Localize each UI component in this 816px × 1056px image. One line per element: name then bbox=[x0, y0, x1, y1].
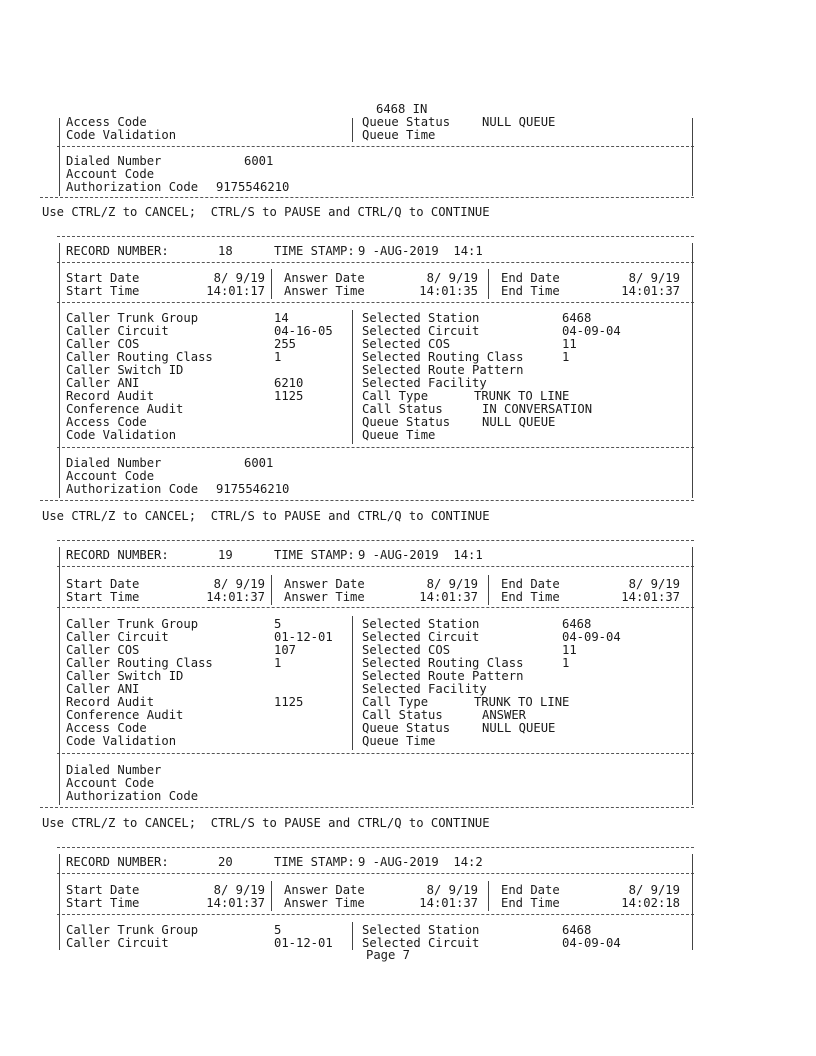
field-label: Account Code bbox=[66, 469, 155, 483]
field-label: Dialed Number bbox=[66, 763, 162, 777]
field-value: 8/ 9/19 bbox=[213, 577, 265, 591]
field-label: Queue Time bbox=[362, 734, 436, 748]
record-number-label: RECORD NUMBER: bbox=[66, 244, 169, 258]
column-separator bbox=[352, 310, 353, 444]
queued-station-value: 6468 IN bbox=[376, 102, 428, 116]
field-label: Caller Circuit bbox=[66, 936, 169, 950]
field-label: Selected Route Pattern bbox=[362, 363, 524, 377]
record-number-value: 18 bbox=[218, 244, 233, 258]
record-number-value: 20 bbox=[218, 855, 233, 869]
cancel-notice: Use CTRL/Z to CANCEL; CTRL/S to PAUSE and CTRL/Q to CONTINUE bbox=[42, 205, 490, 219]
field-label: Code Validation bbox=[66, 734, 177, 748]
field-value: 5 bbox=[274, 923, 282, 937]
field-label: Answer Time bbox=[284, 284, 365, 298]
box-border-left bbox=[59, 854, 60, 950]
field-label: Answer Time bbox=[284, 896, 365, 910]
field-label: Queue Time bbox=[362, 428, 436, 442]
field-label: Conference Audit bbox=[66, 708, 184, 722]
field-value: 1125 bbox=[274, 389, 304, 403]
field-label: End Date bbox=[501, 577, 560, 591]
field-value: 14:01:37 bbox=[621, 284, 680, 298]
field-value: 107 bbox=[274, 643, 297, 657]
field-value: 04-09-04 bbox=[562, 630, 621, 644]
field-label: Selected Circuit bbox=[362, 630, 480, 644]
column-separator bbox=[352, 118, 353, 142]
field-value: 9175546210 bbox=[216, 482, 290, 496]
field-label: Start Date bbox=[66, 883, 140, 897]
divider bbox=[57, 146, 694, 147]
field-label: Authorization Code bbox=[66, 789, 199, 803]
field-label: End Time bbox=[501, 590, 560, 604]
time-stamp-label: TIME STAMP: bbox=[274, 548, 355, 562]
field-label: Answer Time bbox=[284, 590, 365, 604]
field-value: 11 bbox=[562, 337, 577, 351]
time-stamp-value: 9 -AUG-2019 14:1 bbox=[358, 548, 483, 562]
record-number-label: RECORD NUMBER: bbox=[66, 855, 169, 869]
divider bbox=[57, 873, 694, 874]
field-label: Caller Circuit bbox=[66, 324, 169, 338]
field-value: 6468 bbox=[562, 311, 592, 325]
field-label: Start Time bbox=[66, 590, 140, 604]
field-value: 9175546210 bbox=[216, 180, 290, 194]
field-value: 6001 bbox=[244, 154, 274, 168]
field-label: Caller COS bbox=[66, 337, 140, 351]
field-label: Caller ANI bbox=[66, 682, 140, 696]
field-value: 14:01:17 bbox=[206, 284, 265, 298]
divider bbox=[57, 847, 694, 848]
field-label: Call Status bbox=[362, 402, 443, 416]
field-value: NULL QUEUE bbox=[482, 415, 556, 429]
column-separator bbox=[488, 881, 489, 911]
field-label: Conference Audit bbox=[66, 402, 184, 416]
field-value: 14:01:37 bbox=[419, 590, 478, 604]
field-value: 8/ 9/19 bbox=[628, 271, 680, 285]
field-value: 14 bbox=[274, 311, 289, 325]
field-label: Start Date bbox=[66, 577, 140, 591]
field-value: 8/ 9/19 bbox=[628, 577, 680, 591]
divider bbox=[57, 262, 694, 263]
field-label: Selected Station bbox=[362, 617, 480, 631]
box-border-right bbox=[692, 243, 693, 498]
field-value: 1 bbox=[562, 350, 570, 364]
field-label: Caller COS bbox=[66, 643, 140, 657]
field-value: 8/ 9/19 bbox=[426, 883, 478, 897]
box-border-left bbox=[59, 243, 60, 498]
divider bbox=[57, 753, 694, 754]
record-number-value: 19 bbox=[218, 548, 233, 562]
field-value: 5 bbox=[274, 617, 282, 631]
field-label: Selected Station bbox=[362, 923, 480, 937]
column-separator bbox=[352, 616, 353, 750]
field-label: Caller Switch ID bbox=[66, 669, 184, 683]
field-value: 1125 bbox=[274, 695, 304, 709]
time-stamp-value: 9 -AUG-2019 14:1 bbox=[358, 244, 483, 258]
field-label: Selected Circuit bbox=[362, 936, 480, 950]
field-value: 14:01:35 bbox=[419, 284, 478, 298]
field-value: 14:01:37 bbox=[206, 590, 265, 604]
field-value: 01-12-01 bbox=[274, 630, 333, 644]
field-value: 255 bbox=[274, 337, 297, 351]
field-label: Authorization Code bbox=[66, 180, 199, 194]
divider bbox=[57, 540, 694, 541]
record-number-label: RECORD NUMBER: bbox=[66, 548, 169, 562]
field-label: Access Code bbox=[66, 721, 147, 735]
divider bbox=[40, 197, 694, 198]
divider bbox=[40, 807, 694, 808]
box-border-right bbox=[692, 118, 693, 196]
field-value: 04-16-05 bbox=[274, 324, 333, 338]
field-label: Caller Circuit bbox=[66, 630, 169, 644]
field-label: Caller Trunk Group bbox=[66, 923, 199, 937]
field-value: 6468 bbox=[562, 617, 592, 631]
box-border-right bbox=[692, 854, 693, 950]
field-label: Caller Routing Class bbox=[66, 350, 213, 364]
divider bbox=[57, 914, 694, 915]
field-label: Queue Status bbox=[362, 415, 451, 429]
field-label: Account Code bbox=[66, 776, 155, 790]
box-border-left bbox=[59, 118, 60, 196]
field-value: 6001 bbox=[244, 456, 274, 470]
field-label: Selected Facility bbox=[362, 682, 487, 696]
field-label: Selected Routing Class bbox=[362, 656, 524, 670]
field-label: Dialed Number bbox=[66, 456, 162, 470]
field-value: 1 bbox=[274, 350, 282, 364]
field-value: 11 bbox=[562, 643, 577, 657]
field-value: 8/ 9/19 bbox=[213, 883, 265, 897]
field-label: Code Validation bbox=[66, 128, 177, 142]
divider bbox=[57, 447, 694, 448]
time-stamp-label: TIME STAMP: bbox=[274, 244, 355, 258]
field-value: 14:01:37 bbox=[621, 590, 680, 604]
box-border-left bbox=[59, 547, 60, 805]
field-label: End Time bbox=[501, 896, 560, 910]
field-value: 1 bbox=[274, 656, 282, 670]
field-value: NULL QUEUE bbox=[482, 721, 556, 735]
field-value: 14:02:18 bbox=[621, 896, 680, 910]
field-label: Caller Trunk Group bbox=[66, 617, 199, 631]
field-label: Queue Status bbox=[362, 115, 451, 129]
cancel-notice: Use CTRL/Z to CANCEL; CTRL/S to PAUSE and CTRL/Q to CONTINUE bbox=[42, 816, 490, 830]
divider bbox=[57, 607, 694, 608]
cancel-notice: Use CTRL/Z to CANCEL; CTRL/S to PAUSE and CTRL/Q to CONTINUE bbox=[42, 509, 490, 523]
column-separator bbox=[352, 922, 353, 950]
field-label: Call Type bbox=[362, 695, 429, 709]
field-label: Selected Station bbox=[362, 311, 480, 325]
divider bbox=[57, 236, 694, 237]
field-label: Answer Date bbox=[284, 883, 365, 897]
field-value: 14:01:37 bbox=[206, 896, 265, 910]
field-label: Selected COS bbox=[362, 337, 451, 351]
field-value: 14:01:37 bbox=[419, 896, 478, 910]
field-value: 8/ 9/19 bbox=[628, 883, 680, 897]
column-separator bbox=[271, 881, 272, 911]
field-label: Access Code bbox=[66, 115, 147, 129]
field-label: Selected COS bbox=[362, 643, 451, 657]
field-value: 8/ 9/19 bbox=[426, 577, 478, 591]
field-label: Caller Routing Class bbox=[66, 656, 213, 670]
field-label: Caller Trunk Group bbox=[66, 311, 199, 325]
field-value: 04-09-04 bbox=[562, 936, 621, 950]
field-label: End Time bbox=[501, 284, 560, 298]
field-label: Queue Status bbox=[362, 721, 451, 735]
field-label: Answer Date bbox=[284, 271, 365, 285]
field-value: 1 bbox=[562, 656, 570, 670]
column-separator bbox=[271, 575, 272, 605]
field-label: End Date bbox=[501, 271, 560, 285]
field-label: Caller Switch ID bbox=[66, 363, 184, 377]
field-label: Call Type bbox=[362, 389, 429, 403]
field-label: End Date bbox=[501, 883, 560, 897]
field-label: Selected Facility bbox=[362, 376, 487, 390]
field-value: IN CONVERSATION bbox=[482, 402, 593, 416]
box-border-right bbox=[692, 547, 693, 805]
page-number: Page 7 bbox=[366, 948, 411, 962]
field-value: 01-12-01 bbox=[274, 936, 333, 950]
field-value: TRUNK TO LINE bbox=[474, 389, 570, 403]
field-value: ANSWER bbox=[482, 708, 527, 722]
field-label: Dialed Number bbox=[66, 154, 162, 168]
field-value: NULL QUEUE bbox=[482, 115, 556, 129]
field-label: Record Audit bbox=[66, 389, 155, 403]
field-label: Selected Circuit bbox=[362, 324, 480, 338]
column-separator bbox=[488, 269, 489, 299]
field-label: Answer Date bbox=[284, 577, 365, 591]
field-label: Queue Time bbox=[362, 128, 436, 142]
field-label: Authorization Code bbox=[66, 482, 199, 496]
time-stamp-label: TIME STAMP: bbox=[274, 855, 355, 869]
field-label: Caller ANI bbox=[66, 376, 140, 390]
field-label: Account Code bbox=[66, 167, 155, 181]
field-label: Selected Route Pattern bbox=[362, 669, 524, 683]
divider bbox=[57, 566, 694, 567]
field-label: Record Audit bbox=[66, 695, 155, 709]
field-value: 6468 bbox=[562, 923, 592, 937]
field-value: 8/ 9/19 bbox=[426, 271, 478, 285]
field-value: TRUNK TO LINE bbox=[474, 695, 570, 709]
field-value: 6210 bbox=[274, 376, 304, 390]
column-separator bbox=[488, 575, 489, 605]
field-label: Access Code bbox=[66, 415, 147, 429]
time-stamp-value: 9 -AUG-2019 14:2 bbox=[358, 855, 483, 869]
field-label: Call Status bbox=[362, 708, 443, 722]
field-label: Start Time bbox=[66, 284, 140, 298]
field-label: Code Validation bbox=[66, 428, 177, 442]
field-label: Start Date bbox=[66, 271, 140, 285]
divider bbox=[40, 500, 694, 501]
field-value: 04-09-04 bbox=[562, 324, 621, 338]
field-label: Start Time bbox=[66, 896, 140, 910]
field-label: Selected Routing Class bbox=[362, 350, 524, 364]
field-value: 8/ 9/19 bbox=[213, 271, 265, 285]
divider bbox=[57, 302, 694, 303]
column-separator bbox=[271, 269, 272, 299]
